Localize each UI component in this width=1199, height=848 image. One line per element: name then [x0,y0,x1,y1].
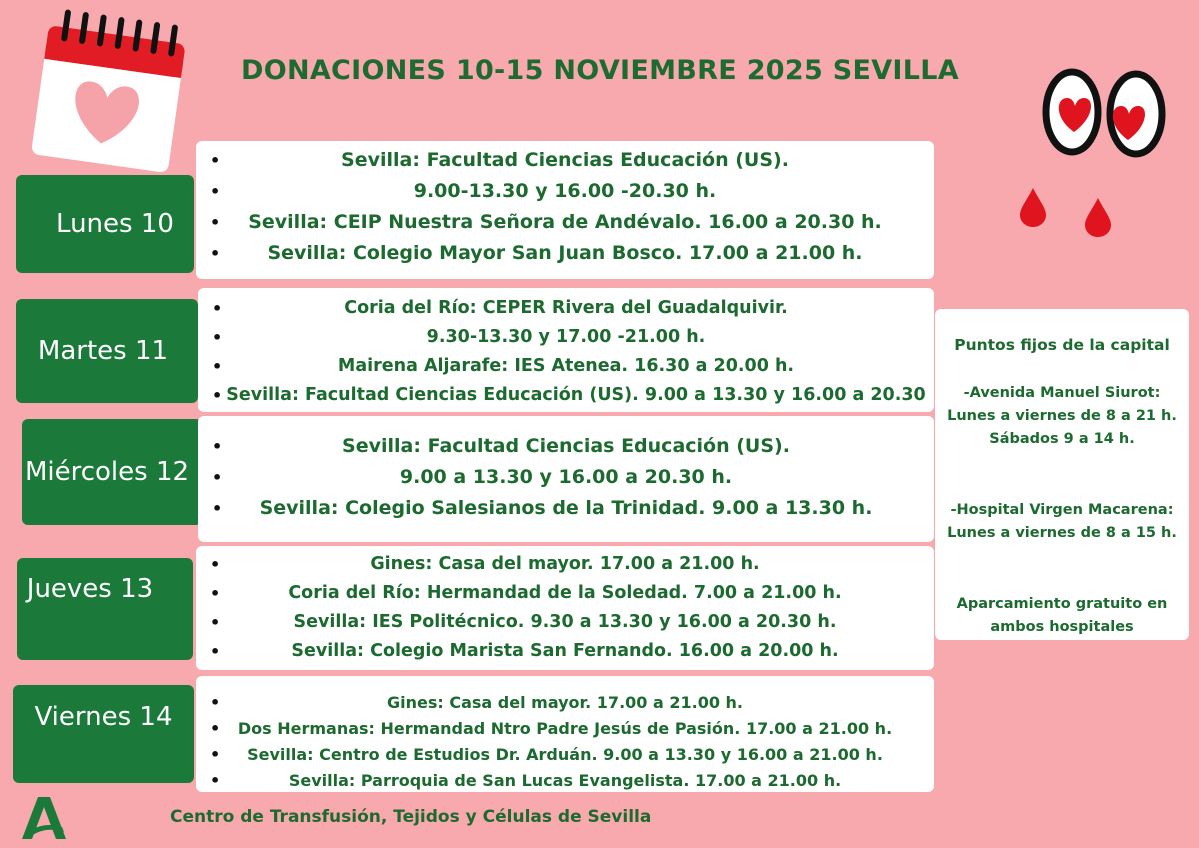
list-item: • Sevilla: Colegio Mayor San Juan Bosco. 17.00 a 21.00 h. [196,238,934,269]
siurot-saturday: Sábados 9 a 14 h. [989,431,1135,447]
macarena-name: -Hospital Virgen Macarena: [950,502,1174,518]
junta-andalucia-logo [18,795,70,841]
list-item: • Gines: Casa del mayor. 17.00 a 21.00 h. [196,690,934,716]
list-item: • Sevilla: Parroquia de San Lucas Evangelista. 17.00 a 21.00 h. [196,768,934,792]
page-title: DONACIONES 10-15 NOVIEMBRE 2025 SEVILLA [241,55,959,86]
day-label-text: Lunes 10 [56,209,174,239]
list-item: • Sevilla: Centro de Estudios Dr. Arduán. 9.00 a 13.30 y 16.00 a 21.00 h. [196,742,934,768]
schedule-card-miercoles [198,416,934,542]
schedule-card-martes [198,288,934,412]
day-label-text: Miércoles 12 [24,457,190,487]
day-label-text: Martes 11 [37,336,169,366]
day-label-text: Jueves 13 [26,574,154,604]
fixed-points-heading: Puntos fijos de la capital [954,336,1170,354]
macarena-weekdays: Lunes a viernes de 8 a 15 h. [947,525,1177,541]
parking-line1: Aparcamiento gratuito en [956,596,1168,612]
list-item: • Sevilla: Facultad Ciencias Educación (US). 9.00 a 13.30 y 16.00 a 20.30 [198,381,934,410]
schedule-card-viernes [196,676,934,792]
list-item: • 9.30-13.30 y 17.00 -21.00 h. [198,323,934,352]
list-item: • Coria del Río: Hermandad de la Soledad. 7.00 a 21.00 h. [196,579,934,608]
list-item: • Gines: Casa del mayor. 17.00 a 21.00 h. [196,550,934,579]
list-item: • Sevilla: Colegio Salesianos de la Trinidad. 9.00 a 13.30 h. [198,493,934,524]
schedule-card-lunes [196,141,934,279]
list-item: • Coria del Río: CEPER Rivera del Guadalquivir. [198,294,934,323]
list-item: • 9.00 a 13.30 y 16.00 a 20.30 h. [198,462,934,493]
day-label-viernes [13,685,194,783]
list-item: • 9.00-13.30 y 16.00 -20.30 h. [196,176,934,207]
day-label-lunes [16,175,194,273]
list-item: • Sevilla: Colegio Marista San Fernando. 16.00 a 20.00 h. [196,637,934,666]
list-item: • Sevilla: Facultad Ciencias Educación (US). [196,145,934,176]
day-label-miercoles [22,419,202,525]
list-item: • Mairena Aljarafe: IES Atenea. 16.30 a 20.00 h. [198,352,934,381]
schedule-card-jueves [196,546,934,670]
list-item: • Sevilla: IES Politécnico. 9.30 a 13.30 y 16.00 a 20.30 h. [196,608,934,637]
siurot-weekdays: Lunes a viernes de 8 a 21 h. [947,408,1177,424]
day-label-martes [16,299,198,403]
list-item: • Sevilla: CEIP Nuestra Señora de Andévalo. 16.00 a 20.30 h. [196,207,934,238]
footer-text: Centro de Transfusión, Tejidos y Células de Sevilla [170,807,652,827]
blood-drop-icon [1082,196,1114,238]
parking-line2: ambos hospitales [990,619,1134,635]
list-item: • Dos Hermanas: Hermandad Ntro Padre Jesús de Pasión. 17.00 a 21.00 h. [196,716,934,742]
blood-drop-icon [1017,186,1049,228]
day-label-text: Viernes 14 [34,702,173,732]
day-label-jueves [17,558,193,660]
fixed-points-panel [935,309,1189,640]
siurot-name: -Avenida Manuel Siurot: [963,385,1161,401]
calendar-heart-icon [18,4,193,184]
list-item: • Sevilla: Facultad Ciencias Educación (US). [198,431,934,462]
heart-eyes-icon [1040,66,1170,166]
